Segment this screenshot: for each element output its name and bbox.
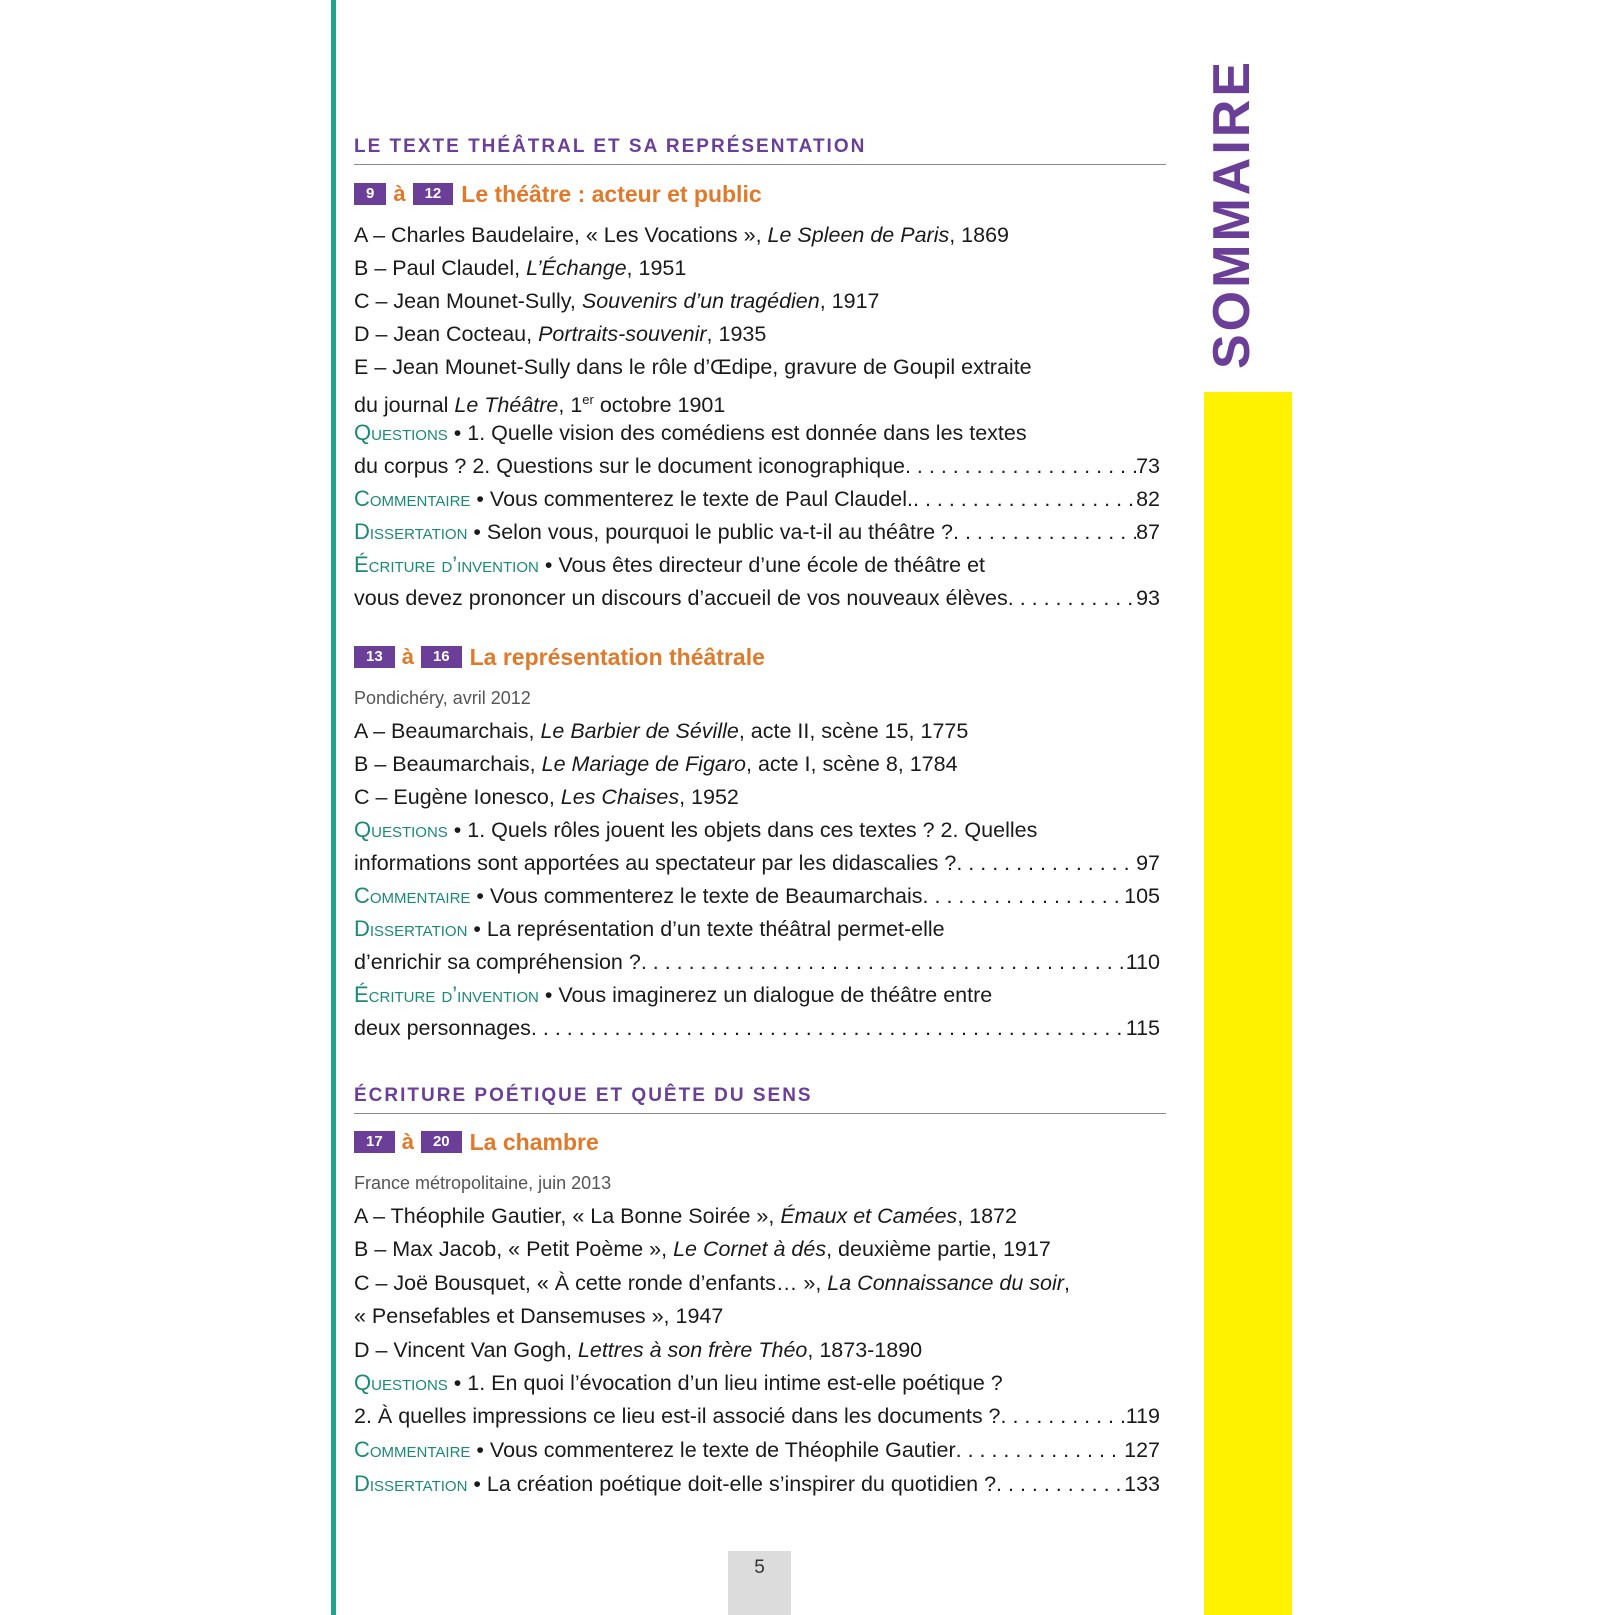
doc-line: « Pensefables et Dansemuses », 1947 xyxy=(354,1304,724,1328)
doc-line: E – Jean Mounet-Sully dans le rôle d’Œdipe, gravure de Goupil extraite xyxy=(354,355,1032,379)
page-ref: 73 xyxy=(1136,454,1160,478)
commentaire-line: Commentaire • Vous commenterez le texte de Paul Claudel. . . . 82 xyxy=(354,486,1160,512)
doc-line: A – Beaumarchais, Le Barbier de Séville, acte II, scène 15, 1775 xyxy=(354,719,969,743)
left-green-rule xyxy=(331,0,336,1615)
section-title: ÉCRITURE POÉTIQUE ET QUÊTE DU SENS xyxy=(354,1085,1166,1114)
page-ref: 97 xyxy=(1136,851,1160,875)
questions-line: 2. À quelles impressions ce lieu est-il associé dans les documents ? . . . 119 xyxy=(354,1403,1160,1429)
questions-line: Questions • 1. Quelle vision des comédiens est donnée dans les textes xyxy=(354,420,1027,445)
questions-line: du corpus ? 2. Questions sur le document iconographique . . . 73 xyxy=(354,453,1160,479)
page-ref: 127 xyxy=(1124,1438,1160,1462)
dissertation-line: Dissertation • La représentation d’un texte théâtral permet-elle xyxy=(354,916,945,941)
doc-line: C – Eugène Ionesco, Les Chaises, 1952 xyxy=(354,785,739,809)
invention-line: vous devez prononcer un discours d’accueil de vos nouveaux élèves . . . 93 xyxy=(354,585,1160,611)
questions-line: Questions • 1. En quoi l’évocation d’un lieu intime est-elle poétique ? xyxy=(354,1370,1003,1395)
doc-line: B – Max Jacob, « Petit Poème », Le Cornet à dés, deuxième partie, 1917 xyxy=(354,1237,1051,1261)
invention-line: Écriture d’invention • Vous êtes directeur d’une école de théâtre et xyxy=(354,552,986,577)
page-ref: 133 xyxy=(1124,1472,1160,1496)
range-start-badge: 13 xyxy=(354,646,395,668)
questions-line: Questions • 1. Quels rôles jouent les objets dans ces textes ? 2. Quelles xyxy=(354,817,1038,842)
doc-line: B – Beaumarchais, Le Mariage de Figaro, acte I, scène 8, 1784 xyxy=(354,752,958,776)
page-number: 5 xyxy=(728,1551,791,1615)
commentaire-line: Commentaire • Vous commenterez le texte de Beaumarchais . . . 105 xyxy=(354,883,1160,909)
dissertation-line: d’enrichir sa compréhension ? . . . 110 xyxy=(354,949,1160,975)
invention-line: deux personnages . . . 115 xyxy=(354,1015,1160,1041)
range-end-badge: 20 xyxy=(421,1131,462,1153)
dissertation-line: Dissertation • Selon vous, pourquoi le public va-t-il au théâtre ? . . . 87 xyxy=(354,519,1160,545)
doc-line: C – Joë Bousquet, « À cette ronde d’enfants… », La Connaissance du soir, xyxy=(354,1271,1070,1295)
block-title: Le théâtre : acteur et public xyxy=(461,180,762,207)
doc-line: D – Jean Cocteau, Portraits-souvenir, 1935 xyxy=(354,322,767,346)
invention-line: Écriture d’invention • Vous imaginerez un dialogue de théâtre entre xyxy=(354,982,993,1007)
block-heading: 17 à 20 La chambre xyxy=(354,1128,599,1156)
block-heading: 9 à 12 Le théâtre : acteur et public xyxy=(354,180,762,208)
page-ref: 82 xyxy=(1136,487,1160,511)
doc-line: du journal Le Théâtre, 1er octobre 1901 xyxy=(354,392,726,418)
doc-line: C – Jean Mounet-Sully, Souvenirs d’un tragédien, 1917 xyxy=(354,289,880,313)
range-end-badge: 16 xyxy=(421,646,462,668)
range-start-badge: 9 xyxy=(354,183,386,205)
yellow-margin-band xyxy=(1204,392,1292,1615)
block-title: La représentation théâtrale xyxy=(469,643,765,670)
commentaire-line: Commentaire • Vous commenterez le texte de Théophile Gautier . . . 127 xyxy=(354,1437,1160,1463)
page-ref: 115 xyxy=(1125,1016,1160,1040)
page-ref: 119 xyxy=(1125,1404,1160,1428)
exam-source: Pondichéry, avril 2012 xyxy=(354,688,531,708)
block-title: La chambre xyxy=(469,1128,599,1155)
exam-source: France métropolitaine, juin 2013 xyxy=(354,1173,612,1193)
questions-line: informations sont apportées au spectateur par les didascalies ? . . . 97 xyxy=(354,850,1160,876)
page-ref: 93 xyxy=(1136,586,1160,610)
page-ref: 105 xyxy=(1124,884,1160,908)
dissertation-line: Dissertation • La création poétique doit-elle s’inspirer du quotidien ? . . . 133 xyxy=(354,1471,1160,1497)
doc-line: A – Théophile Gautier, « La Bonne Soirée », Émaux et Camées, 1872 xyxy=(354,1204,1017,1228)
doc-line: B – Paul Claudel, L’Échange, 1951 xyxy=(354,256,687,280)
section-title: LE TEXTE THÉÂTRAL ET SA REPRÉSENTATION xyxy=(354,136,1166,165)
page-ref: 87 xyxy=(1136,520,1160,544)
range-start-badge: 17 xyxy=(354,1131,395,1153)
doc-line: D – Vincent Van Gogh, Lettres à son frère Théo, 1873-1890 xyxy=(354,1338,923,1362)
block-heading: 13 à 16 La représentation théâtrale xyxy=(354,643,765,671)
doc-line: A – Charles Baudelaire, « Les Vocations », Le Spleen de Paris, 1869 xyxy=(354,223,1010,247)
side-title: SOMMAIRE xyxy=(1203,59,1261,369)
range-end-badge: 12 xyxy=(413,183,454,205)
page-ref: 110 xyxy=(1125,950,1160,974)
